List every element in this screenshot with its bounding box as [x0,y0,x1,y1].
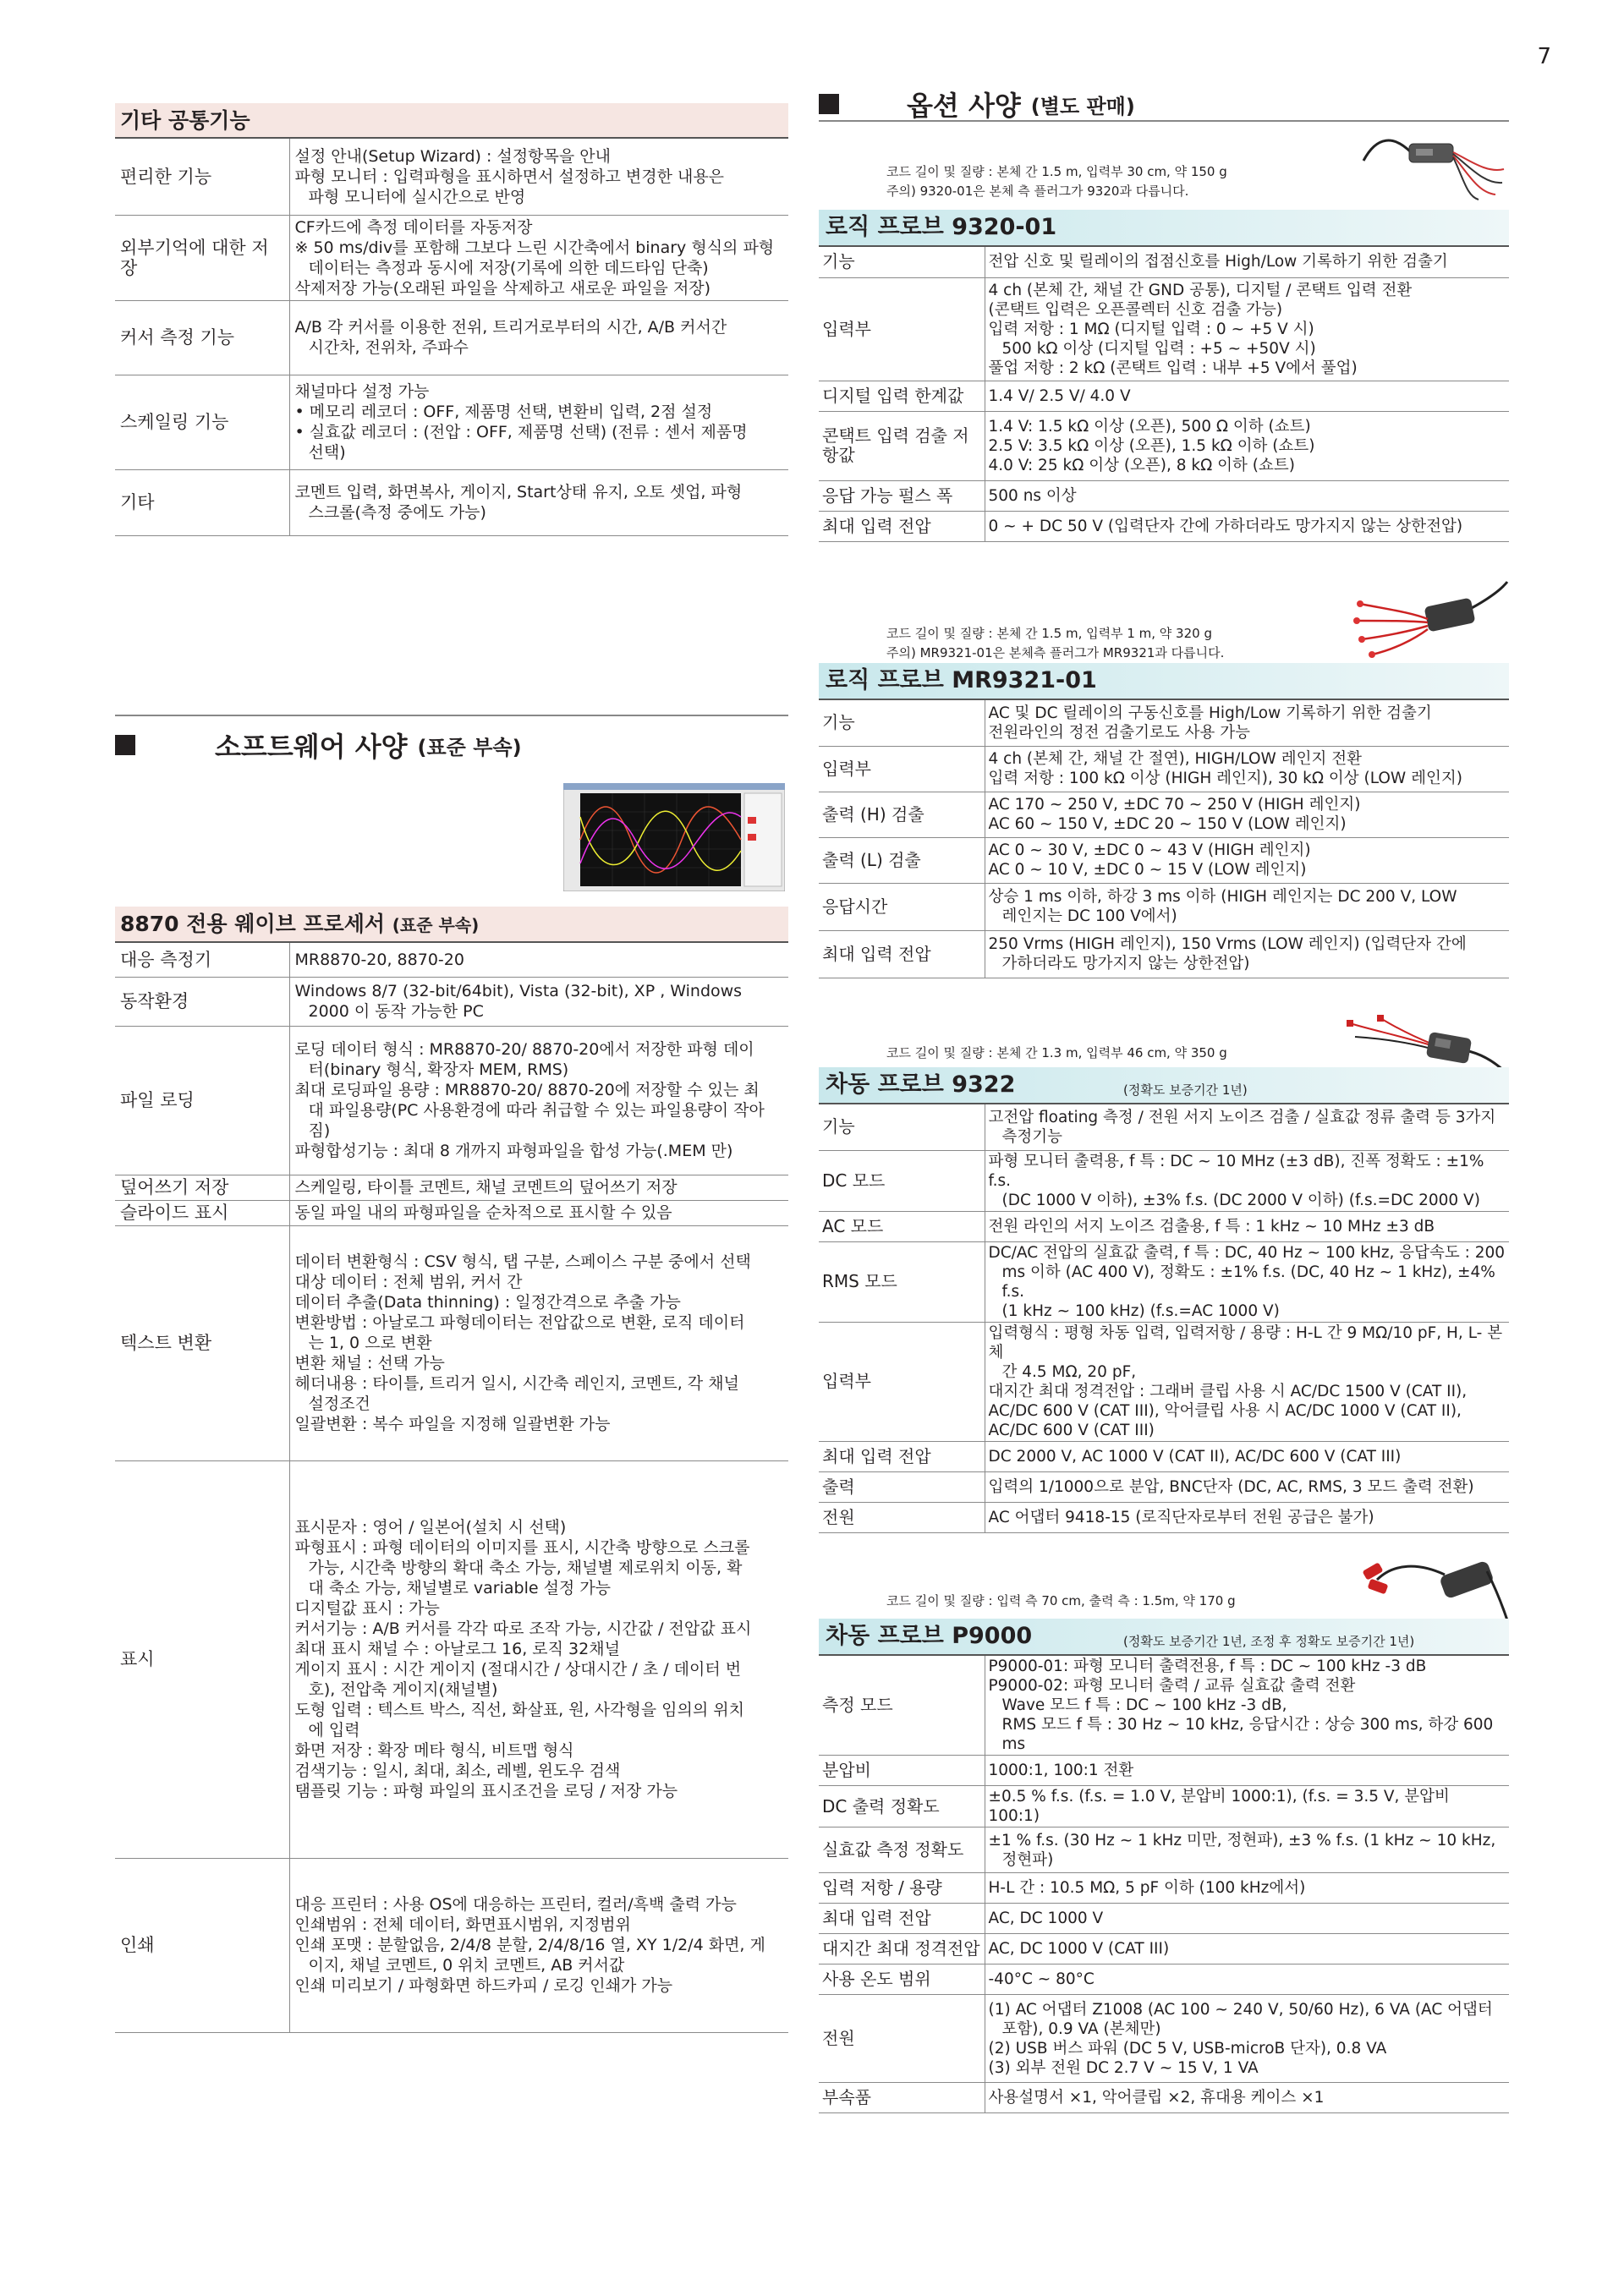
spec-row [115,300,788,375]
probe-p9000-section [819,1619,1509,2113]
spec-line: 250 Vrms (HIGH 레인지), 150 Vrms (LOW 레인지) (입력단자 간에 [988,935,1467,953]
spec-line: 최대 로딩파일 용량 : MR8870-20/ 8870-20에 저장할 수 있는 최 [294,1081,760,1099]
spec-line: 전압 신호 및 릴레이의 접점신호를 High/Low 기록하기 위한 검출기 [988,253,1448,271]
probe-9322-caption [886,1044,1227,1063]
spec-line: 코멘트 입력, 화면복사, 게이지, Start상태 유지, 오토 셋업, 파형 [294,483,743,501]
spec-value [985,1211,1509,1241]
spec-line: 일괄변환 : 복수 파일을 지정해 일괄변환 가능 [294,1415,611,1433]
spec-line: (1) AC 어댑터 Z1008 (AC 100 ~ 240 V, 50/60 Hz), 6 VA (AC 어댑터 [988,2000,1493,2019]
caption-line: 주의) MR9321-01은 본체측 플러그가 MR9321과 다릅니다. [886,645,1225,660]
spec-label: 대지간 최대 정격전압 [819,1934,985,1964]
spec-line: 입력 저항 : 100 kΩ 이상 (HIGH 레인지), 30 kΩ 이상 (LOW 레인지) [988,770,1462,787]
spec-row [819,2083,1509,2113]
spec-label: 덮어쓰기 저장 [115,1175,289,1200]
spec-line: 포함), 0.9 VA (본체만) [1001,2019,1161,2038]
spec-label: 분압비 [819,1756,985,1786]
spec-line: 스크롤(측정 중에도 가능) [308,503,486,522]
software-heading [115,726,788,764]
spec-line: AC/DC 600 V (CAT III), 악어클립 사용 시 AC/DC 1000 V (CAT II), [988,1401,1462,1420]
spec-line: AC, DC 1000 V (CAT III) [988,1940,1170,1958]
spec-line: 가능, 시간축 방향의 확대 축소 가능, 채널별 제로위치 이동, 확 [308,1559,743,1577]
spec-label: 커서 측정 기능 [115,300,289,375]
probe-9320-caption [886,162,1227,201]
square-bullet-icon [115,735,135,755]
spec-label: 콘택트 입력 검출 저항값 [819,411,985,480]
spec-label: 기능 [819,1104,985,1150]
spec-value [985,792,1509,837]
spec-line: 디지털값 표시 : 가능 [294,1599,440,1618]
spec-label: 최대 입력 전압 [819,511,985,541]
spec-row [115,1200,788,1225]
probe-mr9321-table [819,700,1509,978]
spec-line: Wave 모드 f 특 : DC ~ 100 kHz -3 dB, [1001,1696,1287,1714]
spec-line: 상승 1 ms 이하, 하강 3 ms 이하 (HIGH 레인지는 DC 200 V, LOW [988,888,1457,906]
spec-label: 기능 [819,247,985,277]
spec-row [115,1175,788,1200]
probe-p9000-table [819,1656,1509,2113]
spec-value [985,381,1509,411]
spec-row [819,1873,1509,1904]
spec-label: 실효값 측정 정확도 [819,1827,985,1873]
spec-value [289,1175,788,1200]
spec-value [289,375,788,469]
spec-value [985,1656,1509,1756]
spec-value [985,1756,1509,1786]
spec-line: 시간차, 전위차, 주파수 [308,338,469,357]
spec-label: AC 모드 [819,1211,985,1241]
spec-row [819,837,1509,883]
spec-row [819,247,1509,277]
spec-label: 슬라이드 표시 [115,1200,289,1225]
spec-row [819,1471,1509,1502]
spec-row [115,215,788,300]
spec-label: DC 출력 정확도 [819,1786,985,1827]
spec-line: 4 ch (본체 간, 채널 간 GND 공통), 디지털 / 콘택트 입력 전환 [988,281,1413,299]
warranty-note: (정확도 보증기간 1년) [1123,1082,1248,1098]
spec-value [985,1995,1509,2083]
spec-value [985,277,1509,381]
spec-line: (1 kHz ~ 100 kHz) (f.s.=AC 1000 V) [1001,1301,1280,1320]
spec-line: 풀업 저항 : 2 kΩ (콘택트 입력 : 내부 +5 V에서 풀업) [988,359,1358,377]
spec-line: 커서기능 : A/B 커서를 각각 따로 조작 가능, 시간값 / 전압값 표시 [294,1619,752,1638]
spec-line: 대 파일용량(PC 사용환경에 따라 취급할 수 있는 파일용량이 작아 [308,1101,765,1120]
spec-value [985,1934,1509,1964]
spec-label: 인쇄 [115,1858,289,2032]
spec-label: 텍스트 변환 [115,1225,289,1460]
spec-row [819,1934,1509,1964]
spec-line: ±1 % f.s. (30 Hz ~ 1 kHz 미만, 정현파), ±3 % f.s. (1 kHz ~ 10 kHz, [988,1831,1496,1849]
spec-row [115,1026,788,1175]
spec-row [115,139,788,215]
spec-value [985,1322,1509,1441]
spec-line: 설정 안내(Setup Wizard) : 설정항목을 안내 [294,146,611,166]
page-number: 7 [1537,44,1551,69]
options-title: 옵션 사양 [907,90,1021,122]
spec-line: 도형 입력 : 텍스트 박스, 직선, 화살표, 원, 사각형을 임의의 위치 [294,1701,744,1719]
spec-value [985,1471,1509,1502]
spec-line: 500 kΩ 이상 (디지털 입력 : +5 ~ +50V 시) [1001,339,1316,358]
spec-line: ±0.5 % f.s. (f.s. = 1.0 V, 분압비 1000:1), (f.s. = 3.5 V, 분압비 100:1) [988,1788,1450,1825]
spec-line: 1.4 V/ 2.5 V/ 4.0 V [988,386,1131,405]
spec-value [985,1502,1509,1532]
spec-line: 4 ch (본체 간, 채널 간 절연), HIGH/LOW 레인지 전환 [988,750,1362,768]
spec-line: 탬플릿 기능 : 파형 파일의 표시조건을 로딩 / 저장 가능 [294,1782,678,1800]
spec-line: 입력 저항 : 1 MΩ (디지털 입력 : 0 ~ +5 V 시) [988,320,1314,338]
spec-value [985,1104,1509,1150]
spec-line: 최대 표시 채널 수 : 아날로그 16, 로직 32채널 [294,1640,620,1658]
spec-label: 입력부 [819,746,985,792]
spec-line: 스케일링, 타이틀 코멘트, 채널 코멘트의 덮어쓰기 저장 [294,1178,678,1197]
spec-value [985,1441,1509,1471]
spec-line: 0 ~ + DC 50 V (입력단자 간에 가하더라도 망가지지 않는 상한전압) [988,517,1463,535]
spec-label: 디지털 입력 한계값 [819,381,985,411]
spec-label: 출력 [819,1471,985,1502]
wave-processor-table [115,943,788,2033]
spec-line: 선택) [308,443,346,462]
spec-row [819,1995,1509,2083]
spec-line: 터(binary 형식, 확장자 MEM, RMS) [308,1060,569,1079]
probe-p9000-caption [886,1592,1236,1611]
options-heading [819,85,1509,123]
spec-value [985,2083,1509,2113]
software-subtitle: (표준 부속) [417,735,522,759]
spec-label: 입력 저항 / 용량 [819,1873,985,1904]
spec-line: P9000-02: 파형 모니터 출력 / 교류 실효값 출력 전환 [988,1677,1356,1695]
spec-line: 대상 데이터 : 전체 범위, 커서 간 [294,1273,523,1291]
spec-line: 게이지 표시 : 시간 게이지 (절대시간 / 상대시간 / 초 / 데이터 번 [294,1660,742,1679]
spec-row [115,375,788,469]
spec-row [819,1827,1509,1873]
spec-line: 가하더라도 망가지지 않는 상한전압) [1001,955,1250,973]
software-title: 소프트웨어 사양 [215,731,408,763]
spec-row [819,277,1509,381]
spec-label: 최대 입력 전압 [819,1904,985,1934]
spec-line: 사용설명서 ×1, 악어클립 ×2, 휴대용 케이스 ×1 [988,2089,1325,2107]
warranty-note: (정확도 보증기간 1년, 조정 후 정확도 보증기간 1년) [1123,1634,1415,1649]
spec-value [985,480,1509,511]
caption-line: 코드 길이 및 질량 : 본체 간 1.3 m, 입력부 46 cm, 약 350 g [886,1045,1227,1060]
spec-line: 데이터 추출(Data thinning) : 일정간격으로 추출 가능 [294,1293,681,1312]
spec-row [819,930,1509,978]
spec-line: A/B 각 커서를 이용한 전위, 트리거로부터의 시간, A/B 커서간 [294,318,727,337]
spec-value [289,469,788,535]
spec-value [985,930,1509,978]
spec-row [819,1211,1509,1241]
spec-line: 고전압 floating 측정 / 전원 서지 노이즈 검출 / 실효값 정류 출력 등 3가지 [988,1108,1496,1126]
probe-p9000-title [819,1619,1509,1656]
spec-row [819,411,1509,480]
spec-value [985,1241,1509,1322]
spec-label: RMS 모드 [819,1241,985,1322]
spec-value [985,411,1509,480]
spec-label: 출력 (L) 검출 [819,837,985,883]
spec-line: AC 어댑터 9418-15 (로직단자로부터 전원 공급은 불가) [988,1508,1374,1526]
spec-row [819,1104,1509,1150]
probe-p9000-title-text: 차동 프로브 P9000 [826,1623,1033,1649]
spec-line: 화면 저장 : 확장 메타 형식, 비트맵 형식 [294,1741,574,1760]
spec-row [819,883,1509,930]
spec-line: RMS 모드 f 특 : 30 Hz ~ 10 kHz, 응답시간 : 상승 300 ms, 하강 600 ms [1001,1716,1494,1753]
spec-line: 전원라인의 정전 검출기로도 사용 가능 [988,723,1250,742]
spec-line: 변환방법 : 아날로그 파형데이터는 전압값으로 변환, 로직 데이터 [294,1313,745,1332]
wave-processor-subtitle: (표준 부속) [392,915,480,935]
spec-line: 표시문자 : 영어 / 일본어(설치 시 선택) [294,1518,567,1537]
spec-label: 최대 입력 전압 [819,930,985,978]
spec-line: ms 이하 (AC 400 V), 정확도 : ±1% f.s. (DC, 40 Hz ~ 1 kHz), ±4% f.s. [1001,1263,1495,1301]
spec-label: 전원 [819,1502,985,1532]
wave-processor-screenshot [563,783,785,891]
spec-line: 변환 채널 : 선택 가능 [294,1354,445,1373]
spec-line: Windows 8/7 (32-bit/64bit), Vista (32-bit), XP , Windows [294,982,743,1000]
spec-row [819,1150,1509,1211]
spec-label: 기타 [115,469,289,535]
spec-value [289,943,788,977]
spec-value [985,1827,1509,1873]
spec-line: 검색기능 : 일시, 최대, 최소, 레벨, 윈도우 검색 [294,1762,621,1780]
spec-line: 인쇄 포맷 : 분할없음, 2/4/8 분할, 2/4/8/16 열, XY 1/2/4 화면, 게 [294,1936,765,1954]
spec-value [289,300,788,375]
spec-line: AC 60 ~ 150 V, ±DC 20 ~ 150 V (LOW 레인지) [988,815,1347,833]
wave-processor-title [115,907,788,943]
spec-value [289,1858,788,2032]
probe-9320-title: 로직 프로브 9320-01 [819,210,1509,247]
spec-line: ※ 50 ms/div를 포함해 그보다 느린 시간축에서 binary 형식의 파형 [294,238,775,257]
spec-row [115,1225,788,1460]
spec-line: 2.5 V: 3.5 kΩ 이상 (오픈), 1.5 kΩ 이하 (쇼트) [988,436,1315,455]
spec-value [985,1786,1509,1827]
spec-line: 인쇄범위 : 전체 데이터, 화면표시범위, 지정범위 [294,1915,631,1934]
spec-row [819,1241,1509,1322]
spec-row [819,1786,1509,1827]
spec-line: 파형표시 : 파형 데이터의 이미지를 표시, 시간축 방향으로 스크롤 [294,1538,750,1557]
spec-row [819,746,1509,792]
spec-row [819,1656,1509,1756]
spec-row [819,700,1509,746]
probe-9322-table [819,1104,1509,1533]
spec-label: 응답 가능 펄스 폭 [819,480,985,511]
common-functions-section [115,103,788,536]
options-subtitle: (별도 판매) [1030,94,1135,118]
spec-row [819,1441,1509,1471]
square-bullet-icon [819,94,839,114]
spec-value [985,837,1509,883]
spec-line: -40°C ~ 80°C [988,1970,1095,1988]
spec-line: (3) 외부 전원 DC 2.7 V ~ 15 V, 1 VA [988,2058,1259,2077]
spec-line: AC/DC 600 V (CAT III) [988,1421,1155,1439]
spec-label: 파일 로딩 [115,1026,289,1175]
spec-label: 외부기억에 대한 저장 [115,215,289,300]
spec-line: AC 0 ~ 30 V, ±DC 0 ~ 43 V (HIGH 레인지) [988,841,1311,859]
spec-line: (2) USB 버스 파워 (DC 5 V, USB-microB 단자), 0.8 VA [988,2039,1387,2058]
spec-value [985,1964,1509,1995]
divider [819,120,1509,122]
caption-line: 주의) 9320-01은 본체 측 플러그가 9320과 다릅니다. [886,184,1189,199]
spec-row [819,792,1509,837]
spec-row [819,381,1509,411]
spec-label: 전원 [819,1995,985,2083]
probe-9322-section [819,1067,1509,1533]
spec-line: AC 및 DC 릴레이의 구동신호를 High/Low 기록하기 위한 검출기 [988,704,1432,722]
wave-processor-section [115,907,788,2033]
probe-mr9321-title: 로직 프로브 MR9321-01 [819,663,1509,700]
spec-line: 호), 전압축 게이지(채널별) [308,1680,498,1699]
spec-line: 이지, 채널 코멘트, 0 위치 코멘트, AB 커서값 [308,1956,625,1975]
spec-label: 동작환경 [115,977,289,1026]
spec-label: 출력 (H) 검출 [819,792,985,837]
spec-value [289,977,788,1026]
spec-line: 입력형식 : 평형 차동 입력, 입력저항 / 용량 : H-L 간 9 MΩ/10 pF, H, L- 본체 [988,1323,1503,1362]
wave-processor-title-text: 8870 전용 웨이브 프로세서 [120,912,386,936]
spec-label: 최대 입력 전압 [819,1441,985,1471]
spec-row [115,943,788,977]
spec-line: (DC 1000 V 이하), ±3% f.s. (DC 2000 V 이하) (f.s.=DC 2000 V) [1001,1191,1480,1209]
caption-line: 코드 길이 및 질량 : 입력 측 70 cm, 출력 측 : 1.5m, 약 170 g [886,1593,1236,1608]
spec-line: 입력의 1/1000으로 분압, BNC단자 (DC, AC, RMS, 3 모드 출력 전환) [988,1477,1474,1496]
spec-line: 파형합성기능 : 최대 8 개까지 파형파일을 합성 가능(.MEM 만) [294,1142,733,1160]
spec-line: 파형 모니터 출력용, f 특 : DC ~ 10 MHz (±3 dB), 진폭 정확도 : ±1% f.s. [988,1152,1484,1190]
spec-value [985,1904,1509,1934]
spec-line: 500 ns 이상 [988,486,1077,505]
spec-row [115,1460,788,1858]
spec-value [289,1200,788,1225]
probe-mr9321-caption [886,624,1224,663]
spec-line: 로딩 데이터 형식 : MR8870-20/ 8870-20에서 저장한 파형 데이 [294,1040,754,1059]
spec-line: 파형 모니터에 실시간으로 반영 [308,187,526,206]
spec-row [819,480,1509,511]
spec-line: 정현파) [1001,1850,1054,1869]
spec-line: 인쇄 미리보기 / 파형화면 하드카피 / 로깅 인쇄가 가능 [294,1976,673,1995]
probe-9322-title-text: 차동 프로브 9322 [826,1071,1016,1098]
spec-line: 데이터 변환형식 : CSV 형식, 탭 구분, 스페이스 구분 중에서 선택 [294,1252,751,1271]
spec-label: 입력부 [819,1322,985,1441]
spec-label: 응답시간 [819,883,985,930]
spec-row [115,1858,788,2032]
spec-line: 대응 프린터 : 사용 OS에 대응하는 프린터, 컬러/흑백 출력 가능 [294,1895,737,1914]
spec-line: 대지간 최대 정격전압 : 그래버 클립 사용 시 AC/DC 1500 V (CAT II), [988,1382,1468,1400]
spec-value [289,139,788,215]
spec-line: DC/AC 전압의 실효값 출력, f 특 : DC, 40 Hz ~ 100 kHz, 응답속도 : 200 [988,1243,1506,1262]
spec-line: 짐) [308,1121,331,1140]
spec-line: • 실효값 레코더 : (전압 : OFF, 제품명 선택) (전류 : 센서 제품명 [294,423,748,441]
spec-label: 편리한 기능 [115,139,289,215]
logic-probe-9320-photo [1360,127,1509,203]
spec-row [819,511,1509,541]
spec-label: 기능 [819,700,985,746]
spec-row [115,469,788,535]
spec-value [985,247,1509,277]
spec-line: 채널마다 설정 가능 [294,382,430,401]
spec-label: 스케일링 기능 [115,375,289,469]
spec-label: DC 모드 [819,1150,985,1211]
spec-line: 설정조건 [308,1395,370,1413]
spec-line: 1.4 V: 1.5 kΩ 이상 (오픈), 500 Ω 이하 (쇼트) [988,417,1311,436]
spec-line: 전원 라인의 서지 노이즈 검출용, f 특 : 1 kHz ~ 10 MHz ±3 dB [988,1217,1435,1236]
spec-value [985,511,1509,541]
spec-line: 대 축소 가능, 채널별로 variable 설정 가능 [308,1579,612,1597]
spec-line: 측정기능 [1001,1127,1062,1146]
caption-line: 코드 길이 및 질량 : 본체 간 1.5 m, 입력부 1 m, 약 320 g [886,626,1212,641]
spec-line: AC 170 ~ 250 V, ±DC 70 ~ 250 V (HIGH 레인지) [988,796,1361,814]
spec-row [819,1322,1509,1441]
probe-9322-title [819,1067,1509,1104]
spec-label: 부속품 [819,2083,985,2113]
spec-value [985,1150,1509,1211]
spec-row [115,977,788,1026]
spec-line: • 메모리 레코더 : OFF, 제품명 선택, 변환비 입력, 2점 설정 [294,403,713,421]
probe-mr9321-section [819,663,1509,978]
spec-line: DC 2000 V, AC 1000 V (CAT II), AC/DC 600 V (CAT III) [988,1447,1402,1466]
spec-value [289,215,788,300]
spec-line: 동일 파일 내의 파형파일을 순차적으로 표시할 수 있음 [294,1203,672,1222]
spec-row [819,1502,1509,1532]
spec-line: 1000:1, 100:1 전환 [988,1762,1134,1779]
spec-value [985,746,1509,792]
spec-line: 간 4.5 MΩ, 20 pF, [1001,1362,1137,1381]
spec-line: 4.0 V: 25 kΩ 이상 (오픈), 8 kΩ 이하 (쇼트) [988,456,1295,474]
spec-label: 사용 온도 범위 [819,1964,985,1995]
spec-line: 2000 이 동작 가능한 PC [308,1002,484,1021]
spec-line: 삭제저장 가능(오래된 파일을 삭제하고 새로운 파일을 저장) [294,278,711,298]
spec-line: P9000-01: 파형 모니터 출력전용, f 특 : DC ~ 100 kHz -3 dB [988,1658,1427,1675]
spec-line: H-L 간 : 10.5 MΩ, 5 pF 이하 (100 kHz에서) [988,1879,1306,1897]
spec-line: 파형 모니터 : 입력파형을 표시하면서 설정하고 변경한 내용은 [294,167,725,186]
spec-value [289,1026,788,1175]
spec-line: 레인지는 DC 100 V에서) [1001,907,1177,925]
spec-line: 데이터는 측정과 동시에 저장(기록에 의한 데드타임 단축) [308,258,709,277]
spec-row [819,1904,1509,1934]
spec-row [819,1756,1509,1786]
spec-line: MR8870-20, 8870-20 [294,950,464,969]
spec-line: (콘택트 입력은 오픈콜렉터 신호 검출 가능) [988,300,1283,319]
probe-9320-table [819,247,1509,542]
spec-line: 에 입력 [308,1721,360,1740]
spec-line: CF카드에 측정 데이터를 자동저장 [294,217,533,237]
spec-line: 는 1, 0 으로 변환 [308,1334,432,1352]
spec-value [985,883,1509,930]
spec-label: 대응 측정기 [115,943,289,977]
spec-label: 표시 [115,1460,289,1858]
common-functions-title: 기타 공통기능 [115,103,788,139]
divider [115,715,788,716]
spec-value [289,1225,788,1460]
spec-value [289,1460,788,1858]
spec-line: 헤더내용 : 타이틀, 트리거 일시, 시간축 레인지, 코멘트, 각 채널 [294,1374,739,1393]
spec-label: 측정 모드 [819,1656,985,1756]
spec-line: AC 0 ~ 10 V, ±DC 0 ~ 15 V (LOW 레인지) [988,861,1307,879]
spec-row [819,1964,1509,1995]
spec-value [985,700,1509,746]
spec-value [985,1873,1509,1904]
common-functions-table [115,139,788,536]
differential-probe-p9000-photo [1360,1546,1509,1622]
spec-label: 입력부 [819,277,985,381]
caption-line: 코드 길이 및 질량 : 본체 간 1.5 m, 입력부 30 cm, 약 150 g [886,164,1227,179]
spec-line: AC, DC 1000 V [988,1910,1104,1927]
probe-9320-section [819,210,1509,542]
logic-probe-mr9321-photo [1343,578,1509,660]
